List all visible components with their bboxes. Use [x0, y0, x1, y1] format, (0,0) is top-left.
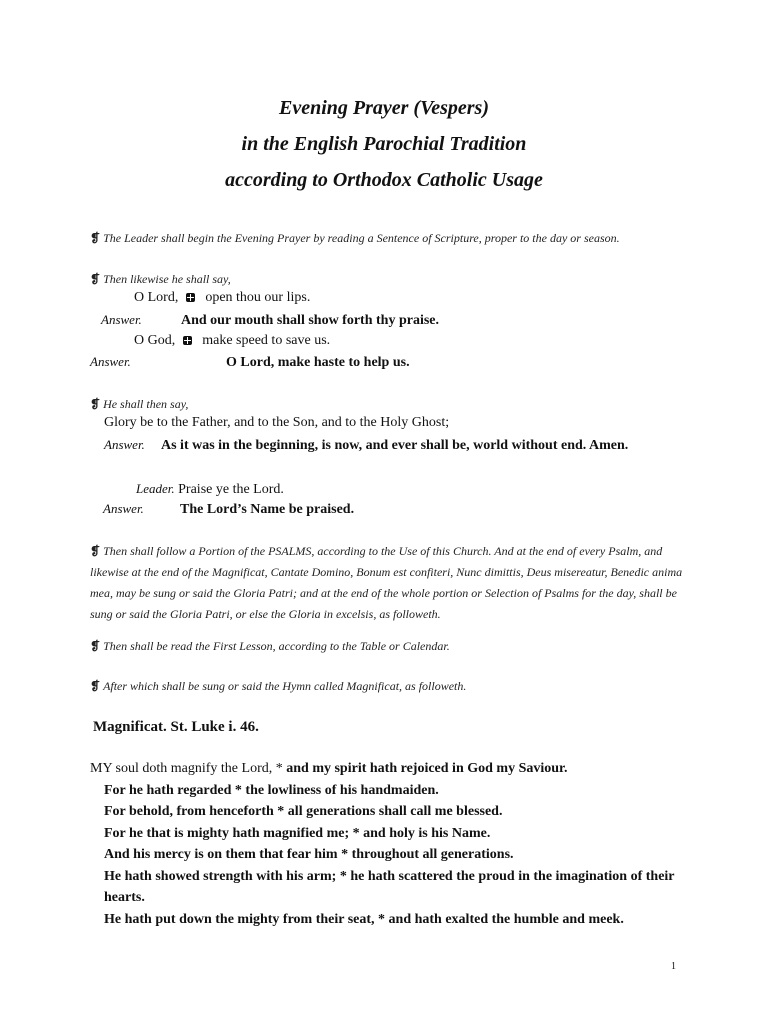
leader-label: Leader. — [136, 481, 175, 496]
leader-text: Praise ye the Lord. — [178, 482, 284, 497]
versicle-2-end: make speed to save us. — [202, 333, 331, 348]
response-3-text: As it was in the beginning, is now, and ever shall be, world without end. Amen. — [161, 438, 629, 453]
canticle-first-verse — [90, 758, 690, 780]
leader-line — [136, 479, 284, 500]
rubric-sentence — [90, 228, 690, 249]
rubric-text: Then likewise he shall say, — [103, 272, 231, 286]
first-verse-start: MY soul doth magnify the Lord, * — [90, 761, 283, 776]
answer-label: Answer. — [90, 354, 131, 369]
response-4-text: The Lord’s Name be praised. — [180, 502, 355, 517]
first-verse-end: and my spirit hath rejoiced in God my Saviour. — [286, 761, 568, 776]
rubric-mark-icon: ❡ — [90, 272, 101, 286]
rubric-text: The Leader shall begin the Evening Prayer by reading a Sentence of Scripture, proper to the day or season. — [103, 231, 620, 245]
canticle-verse: He hath showed strength with his arm; * he hath scattered the proud in the imagination of their hearts. — [104, 868, 675, 905]
versicle-1 — [134, 288, 310, 308]
canticle-verse: For behold, from henceforth * all generations shall call me blessed. — [104, 804, 503, 819]
cross-icon — [183, 336, 192, 345]
response-2 — [90, 352, 410, 373]
rubric-mark-icon: ❡ — [90, 679, 101, 693]
canticle-verse: For he that is mighty hath magnified me; * and holy is his Name. — [104, 825, 491, 841]
rubric-mark-icon: ❡ — [90, 544, 101, 558]
title-line-2: in the English Parochial Tradition — [241, 133, 527, 155]
gloria-patri: Glory be to the Father, and to the Son, and to the Holy Ghost; — [104, 415, 450, 430]
versicle-1-end: open thou our lips. — [205, 290, 311, 305]
response-1-text: And our mouth shall show forth thy praise. — [181, 313, 440, 328]
response-2-text: O Lord, make haste to help us. — [226, 355, 410, 370]
response-3 — [104, 435, 628, 456]
response-4 — [103, 499, 354, 520]
answer-label: Answer. — [101, 312, 142, 327]
canticle-verse: For he hath regarded * the lowliness of his handmaiden. — [104, 782, 439, 798]
page-number: 1 — [671, 961, 676, 972]
cross-icon — [186, 293, 195, 302]
answer-label: Answer. — [104, 437, 145, 452]
rubric-text: Then shall be read the First Lesson, according to the Table or Calendar. — [103, 639, 450, 653]
rubric-then-say-2 — [90, 394, 690, 415]
rubric-first-lesson — [90, 636, 690, 657]
canticle-verse: And his mercy is on them that fear him * throughout all generations. — [104, 847, 514, 862]
versicle-2 — [134, 331, 330, 351]
rubric-magnificat — [90, 676, 690, 697]
rubric-text: After which shall be sung or said the Hymn called Magnificat, as followeth. — [103, 679, 467, 693]
rubric-then-say — [90, 269, 690, 290]
answer-label: Answer. — [103, 501, 144, 516]
versicle-2-start: O God, — [134, 333, 176, 348]
title-line-1: Evening Prayer (Vespers) — [279, 97, 489, 119]
canticle-text — [90, 758, 690, 930]
rubric-text: He shall then say, — [103, 397, 189, 411]
versicle-1-start: O Lord, — [134, 290, 179, 305]
canticle-heading: Magnificat. St. Luke i. 46. — [93, 719, 259, 735]
rubric-psalms — [90, 541, 690, 625]
rubric-mark-icon: ❡ — [90, 231, 101, 245]
rubric-mark-icon: ❡ — [90, 639, 101, 653]
rubric-mark-icon: ❡ — [90, 397, 101, 411]
canticle-verse: He hath put down the mighty from their seat, * and hath exalted the humble and meek. — [104, 911, 624, 927]
response-1 — [101, 310, 439, 331]
title-line-3: according to Orthodox Catholic Usage — [225, 169, 543, 191]
rubric-text: Then shall follow a Portion of the PSALMS, according to the Use of this Church. And at the end of every Psalm, and likewise at the end of the Magnificat, Cantate Domino, Bonum est confiteri, Nunc dimittis, Deus misereatur, Benedic anima mea, may be sung or said the Gloria Patri; and at the end of the whole portion or Selection of Psalms for the day, shall be sung or said the Gloria Patri, or else the Gloria in excelsis, as followeth. — [90, 544, 683, 621]
